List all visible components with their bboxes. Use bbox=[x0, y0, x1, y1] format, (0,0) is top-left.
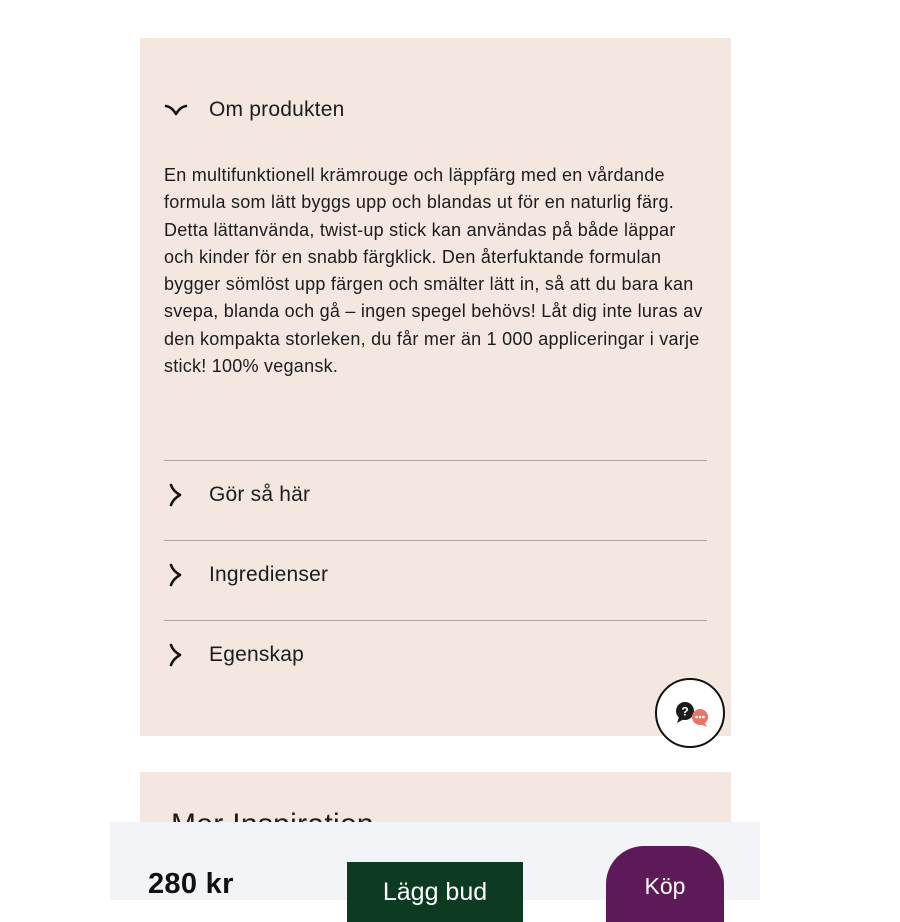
price: 280 kr bbox=[148, 868, 234, 900]
accordion-header-om-produkten[interactable] bbox=[164, 90, 707, 130]
accordion-header-gor-sa-har[interactable] bbox=[164, 475, 707, 515]
purchase-bar bbox=[110, 822, 760, 906]
chevron-down-icon bbox=[164, 98, 188, 122]
accordion-label: Egenskap bbox=[209, 643, 305, 666]
divider bbox=[164, 540, 707, 541]
place-bid-button[interactable]: Lägg bud bbox=[347, 862, 523, 922]
accordion-label: Ingredienser bbox=[209, 563, 329, 586]
divider bbox=[164, 620, 707, 621]
divider bbox=[164, 460, 707, 461]
accordion-header-egenskap[interactable] bbox=[164, 635, 707, 675]
chat-support-button[interactable] bbox=[655, 678, 725, 748]
chevron-right-icon bbox=[164, 483, 188, 507]
accordion-label: Om produkten bbox=[209, 98, 345, 121]
buy-button[interactable] bbox=[606, 846, 724, 922]
buy-button-label: Köp bbox=[644, 873, 686, 899]
chat-help-icon bbox=[657, 680, 722, 745]
accordion-header-ingredienser[interactable] bbox=[164, 555, 707, 595]
chevron-right-icon bbox=[164, 563, 188, 587]
svg-text:?: ? bbox=[681, 704, 689, 719]
product-info-accordion bbox=[140, 38, 731, 736]
product-description: En multifunktionell krämrouge och läppfärg med en vårdande formula som lätt byggs upp och blandas ut för en naturlig färg. Detta lättanvända, twist-up stick kan användas på både läppar och kinder för en snabb färgklick. Den återfuktande formulan bygger sömlöst upp färgen och smälter lätt in, så att du bara kan svepa, blanda och gå – ingen spegel behövs! Låt dig inte luras av den kompakta storleken, du får mer än 1 000 appliceringar i varje stick! 100% vegansk. bbox=[164, 165, 703, 377]
chevron-right-icon bbox=[164, 643, 188, 667]
accordion-label: Gör så här bbox=[209, 483, 311, 506]
